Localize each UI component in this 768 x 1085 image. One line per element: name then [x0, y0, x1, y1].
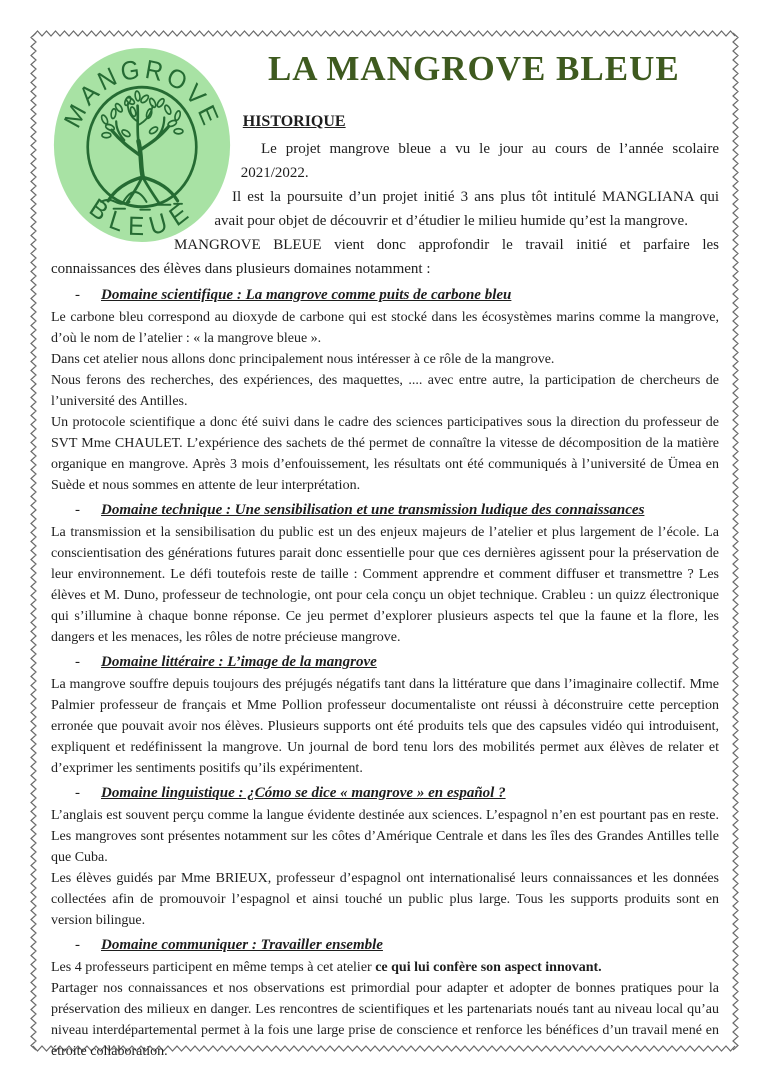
paragraph	[51, 957, 719, 978]
lead-text: Les 4 professeurs participent en même temps à cet atelier	[51, 960, 376, 975]
intro-paragraph: Il est la poursuite d’un projet initié 3 ans plus tôt intitulé MANGLIANA qui avait pour objet de découvrir et d’étudier le milieu humide qu’est la mangrove.	[214, 189, 719, 229]
logo-arc-bottom-text: BLEUE	[84, 193, 200, 242]
page-title: LA MANGROVE BLEUE	[267, 49, 680, 88]
intro-paragraph: MANGROVE BLEUE vient donc approfondir le travail initié et parfaire les connaissances des élèves dans plusieurs domaines notamment :	[51, 237, 719, 277]
domain-title: Domaine technique : Une sensibilisation et une transmission ludique des connaissances	[101, 502, 645, 518]
lead-bold-text: ce qui lui confère son aspect innovant.	[375, 960, 602, 975]
bullet-dash: -	[75, 654, 80, 670]
domain-heading-scientifique	[51, 284, 719, 306]
paragraph: L’anglais est souvent perçu comme la langue évidente destinée aux sciences. L’espagnol n’en est pourtant pas en reste. Les mangroves sont présentes notamment sur les côtes d’Amérique Centrale et dans les îles des Grandes Antilles telle que Cuba.	[51, 808, 719, 865]
domain-title: Domaine scientifique : La mangrove comme puits de carbone bleu	[101, 287, 512, 303]
logo-arc-top-text: MANGROVE	[59, 54, 225, 133]
domain-title: Domaine communiquer : Travailler ensemble	[101, 937, 383, 953]
domain-heading-linguistique	[51, 782, 719, 804]
intro-paragraph: Le projet mangrove bleue a vu le jour au cours de l’année scolaire 2021/2022.	[240, 141, 719, 181]
bullet-dash: -	[75, 287, 80, 303]
bullet-dash: -	[75, 785, 80, 801]
domain-title: Domaine linguistique : ¿Cómo se dice « mangrove » en español ?	[101, 785, 506, 801]
domain-title: Domaine littéraire : L’image de la mangrove	[101, 654, 377, 670]
logo-container	[53, 47, 231, 247]
paragraph: Le carbone bleu correspond au dioxyde de carbone qui est stocké dans les écosystèmes marins comme la mangrove, d’où le nom de l’atelier : « la mangrove bleue ».	[51, 310, 719, 346]
historique-heading: HISTORIQUE	[242, 113, 346, 130]
bullet-dash: -	[75, 937, 80, 953]
page-content	[33, 33, 735, 1059]
domain-heading-technique	[51, 499, 719, 521]
domain-heading-communiquer	[51, 934, 719, 956]
bullet-dash: -	[75, 502, 80, 518]
domain-heading-litteraire	[51, 651, 719, 673]
paragraph: La mangrove souffre depuis toujours des préjugés négatifs tant dans la littérature que dans l’imaginaire collectif. Mme Palmier professeur de français et Mme Pollion professeur documentaliste ont réussi à déconstruire cette perception erronée que pouvait avoir nos élèves. Plusieurs supports ont été produits tels que des capsules vidéo qui introduisent, expliquent et redéfinissent la mangrove. Un journal de bord tenu lors des mobilités permet aux élèves de relater et d’exprimer les sentiments positifs qu’ils expérimentent.	[51, 677, 719, 776]
paragraph: Un protocole scientifique a donc été suivi dans le cadre des sciences participatives sous la direction du professeur de SVT Mme CHAULET. L’expérience des sachets de thé permet de connaître la vitesse de décomposition de la matière organique en mangrove. Après 3 mois d’enfouissement, les résultats ont été communiqués à l’université de Ümea en Suède et nous sommes en attente de leur interprétation.	[51, 415, 719, 493]
mangrove-bleue-logo	[53, 47, 231, 243]
paragraph: La transmission et la sensibilisation du public est un des enjeux majeurs de l’atelier et plus largement de l’école. La conscientisation des générations futures parait donc essentielle pour que ces dernières agissent pour la préservation de leur environnement. Le défi toutefois reste de taille : Comment apprendre et comment diffuser et transmettre ? Les élèves et M. Duno, professeur de technologie, ont pour cela conçu un objet technique. Crableu : un quizz électronique qui s’illumine à chaque bonne réponse. Ce jeu permet d’explorer plusieurs aspects tel que la faune et la flore, les dangers et les menaces, les rôles de notre précieuse mangrove.	[51, 525, 719, 645]
paragraph: Partager nos connaissances et nos observations est primordial pour adapter et adopter de bonnes pratiques pour la préservation des milieux en danger. Les rencontres de scientifiques et les partenariats noués tant au niveau local qu’au niveau interdépartemental permet à la fois une large prise de conscience et renforce les bénéfices d’un travail mené en étroite collaboration.	[51, 981, 719, 1059]
paragraph: Les élèves guidés par Mme BRIEUX, professeur d’espagnol ont internationalisé leurs connaissances et les données collectées afin de promouvoir l’espagnol et ainsi touché un public plus large. Tous les supports produits sont en version bilingue.	[51, 871, 719, 928]
paragraph: Dans cet atelier nous allons donc principalement nous intéresser à ce rôle de la mangrove.	[51, 352, 555, 367]
paragraph: Nous ferons des recherches, des expériences, des maquettes, .... avec entre autre, la participation de chercheurs de l’université des Antilles.	[51, 373, 719, 409]
